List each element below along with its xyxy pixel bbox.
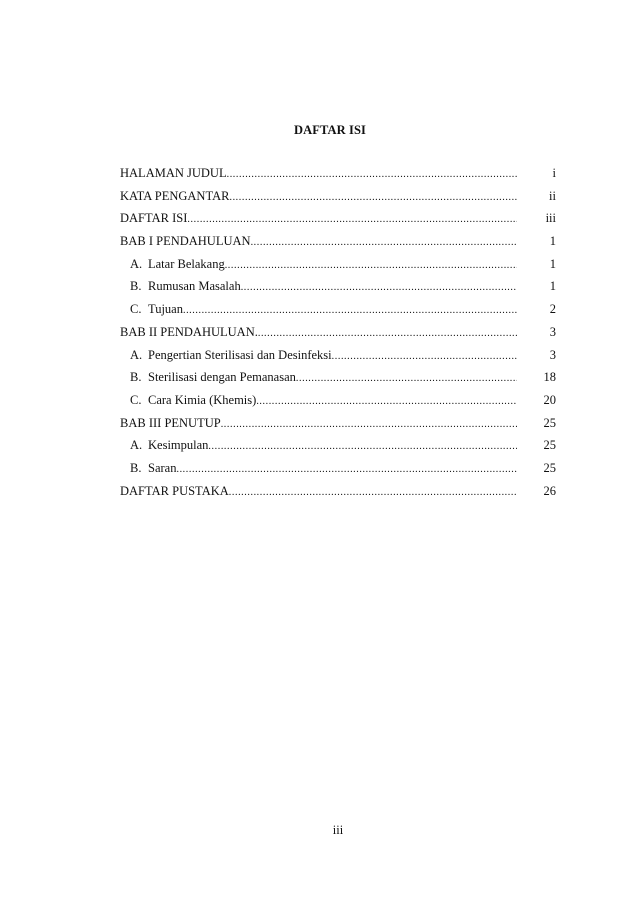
toc-item-letter: B. <box>130 279 142 294</box>
toc-item-letter: A. <box>130 256 143 271</box>
dot-leader <box>221 414 517 437</box>
dot-leader <box>229 187 517 210</box>
toc-row-halaman-judul <box>120 162 556 185</box>
toc-page-number: 20 <box>543 392 556 407</box>
toc-item-letter: C. <box>130 302 142 317</box>
toc-item-letter: A. <box>130 347 143 362</box>
toc-label: KATA PENGANTAR <box>120 188 230 203</box>
toc-label: DAFTAR PUSTAKA <box>120 483 229 498</box>
toc-label: Saran <box>148 460 177 475</box>
toc-row-sterilisasi-pemanasan <box>120 366 556 389</box>
toc-page-number: 3 <box>549 324 556 339</box>
dot-leader <box>332 346 517 369</box>
toc-row-bab-1 <box>120 230 556 253</box>
toc-page-number: 2 <box>549 302 556 317</box>
dot-leader <box>256 391 517 414</box>
dot-leader <box>296 368 517 391</box>
dot-leader <box>229 482 517 505</box>
dot-leader <box>251 232 517 255</box>
toc-page-number: 18 <box>543 370 556 385</box>
toc-row-kesimpulan <box>120 434 556 457</box>
toc-row-kata-pengantar <box>120 185 556 208</box>
toc-page-number: 25 <box>543 438 556 453</box>
toc-row-cara-kimia <box>120 389 556 412</box>
toc-page-number: 1 <box>549 279 556 294</box>
toc-page-number: i <box>552 166 556 180</box>
dot-leader <box>187 209 517 232</box>
toc-label: Cara Kimia (Khemis) <box>148 392 257 407</box>
toc-label: BAB III PENUTUP <box>120 415 221 430</box>
toc-page-number: 26 <box>543 483 556 498</box>
toc-page-number: ii <box>549 188 556 203</box>
toc-row-rumusan-masalah <box>120 275 556 298</box>
toc-label: Kesimpulan <box>148 438 209 453</box>
toc-row-daftar-pustaka <box>120 480 556 503</box>
toc-row-bab-2 <box>120 321 556 344</box>
toc-page-number: 25 <box>543 460 556 475</box>
toc-label: HALAMAN JUDUL <box>120 166 227 180</box>
toc-row-latar-belakang <box>120 253 556 276</box>
toc-row-bab-3 <box>120 412 556 435</box>
toc-row-saran <box>120 457 556 480</box>
toc-page-number: 3 <box>549 347 556 362</box>
dot-leader <box>208 436 517 459</box>
dot-leader <box>227 164 517 187</box>
toc-item-letter: A. <box>130 438 143 453</box>
dot-leader <box>183 300 517 323</box>
dot-leader <box>176 459 517 482</box>
toc-item-letter: B. <box>130 370 142 385</box>
toc-label: Sterilisasi dengan Pemanasan <box>148 370 296 385</box>
toc-label: Tujuan <box>148 302 183 317</box>
toc-label: DAFTAR ISI <box>120 211 188 226</box>
toc-page-number: 1 <box>549 234 556 249</box>
toc-row-tujuan <box>120 298 556 321</box>
toc-page-number: 25 <box>543 415 556 430</box>
toc-item-letter: C. <box>130 392 142 407</box>
toc-row-pengertian-sterilisasi <box>120 344 556 367</box>
toc-label: Pengertian Sterilisasi dan Desinfeksi <box>148 347 332 362</box>
table-of-contents <box>120 162 556 502</box>
page-title: DAFTAR ISI <box>294 123 366 137</box>
toc-item-letter: B. <box>130 460 142 475</box>
toc-label: BAB I PENDAHULUAN <box>120 234 251 249</box>
dot-leader <box>241 277 517 300</box>
toc-label: BAB II PENDAHULUAN. <box>120 324 258 339</box>
dot-leader <box>225 255 517 278</box>
page-number: iii <box>332 823 344 837</box>
toc-page-number: iii <box>545 211 556 226</box>
toc-label: Rumusan Masalah <box>148 279 241 294</box>
toc-row-daftar-isi <box>120 207 556 230</box>
dot-leader <box>258 323 517 346</box>
toc-page-number: 1 <box>549 256 556 271</box>
toc-label: Latar Belakang <box>148 256 225 271</box>
